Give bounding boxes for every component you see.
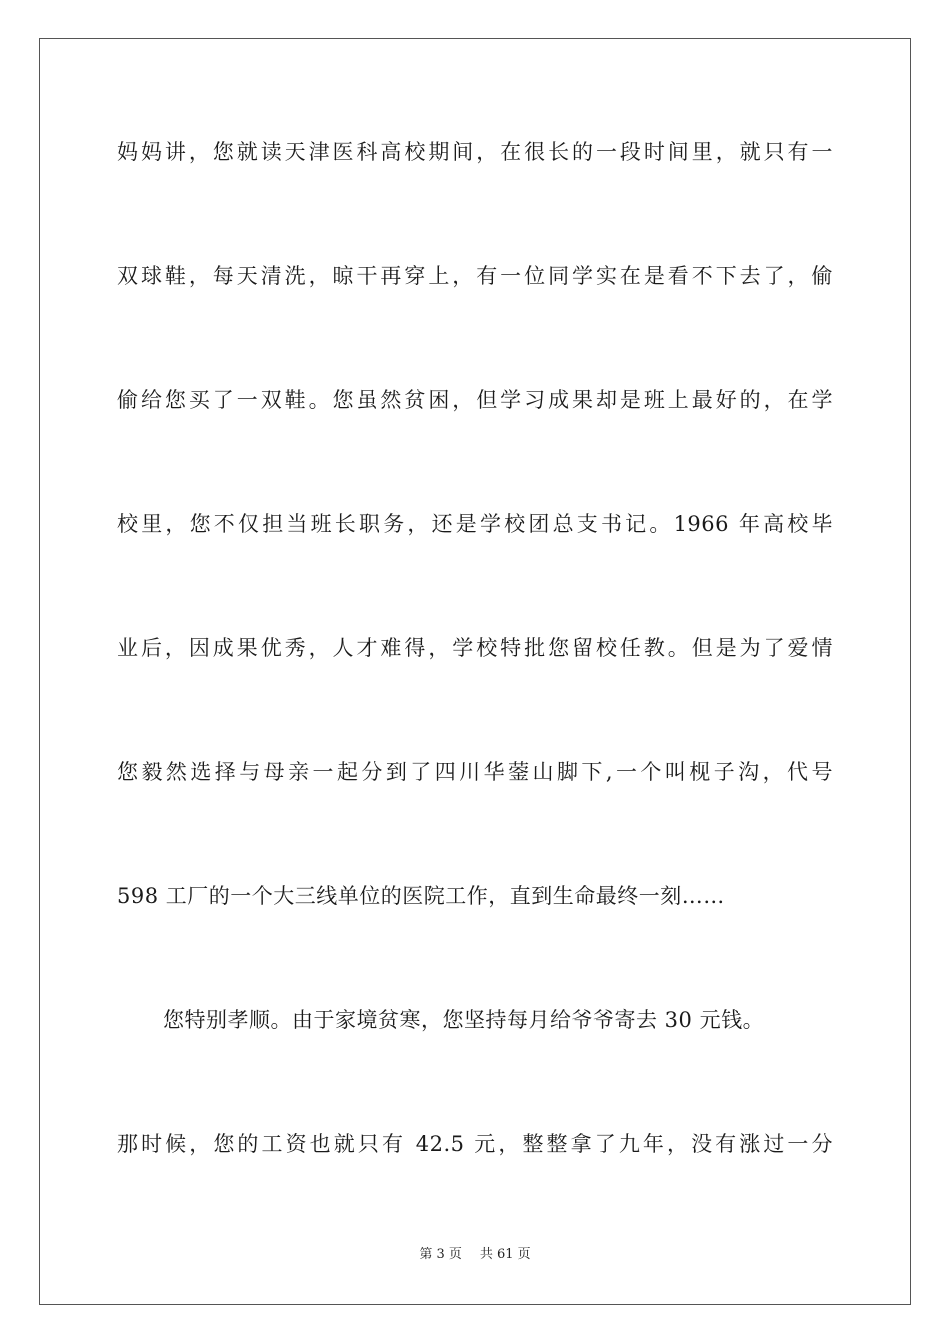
paragraph-start-line: 您特别孝顺。由于家境贫寒，您坚持每月给爷爷寄去 30 元钱。 [163, 1008, 765, 1032]
text-line-6: 您毅然选择与母亲一起分到了四川华蓥山脚下,一个叫枧子沟，代号 [117, 760, 833, 784]
text-line-1: 妈妈讲，您就读天津医科高校期间，在很长的一段时间里，就只有一 [117, 140, 833, 164]
page-total: 共 61 页 [479, 1247, 531, 1262]
page-number: 第 3 页 [419, 1247, 462, 1262]
text-line-4: 校里，您不仅担当班长职务，还是学校团总支书记。1966 年高校毕 [117, 512, 833, 536]
page-footer [0, 1246, 950, 1264]
text-line-7: 598 工厂的一个大三线单位的医院工作，直到生命最终一刻…… [117, 884, 725, 908]
text-line-5: 业后，因成果优秀，人才难得，学校特批您留校任教。但是为了爱情 [117, 636, 833, 660]
text-line-2: 双球鞋，每天清洗，晾干再穿上，有一位同学实在是看不下去了，偷 [117, 264, 833, 288]
page-border [39, 38, 911, 1305]
text-line-9: 那时候，您的工资也就只有 42.5 元，整整拿了九年，没有涨过一分 [117, 1132, 833, 1156]
text-line-3: 偷给您买了一双鞋。您虽然贫困，但学习成果却是班上最好的，在学 [117, 388, 833, 412]
